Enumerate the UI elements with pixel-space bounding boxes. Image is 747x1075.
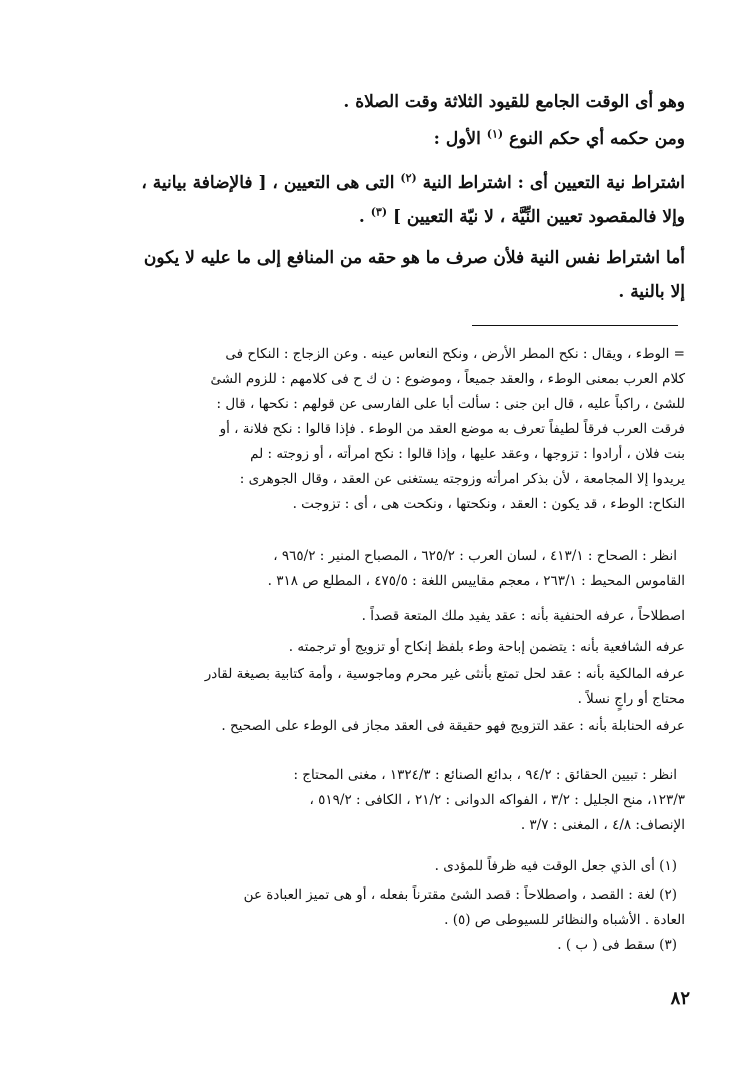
- footnote-line: بنت فلان ، أرادوا : تزوجها ، وعقد عليها ، وإذا قالوا : نكح امرأته ، أو زوجته : لم: [250, 446, 685, 462]
- main-text: التى هى التعيين ، [ فالإضافة بيانية ،: [141, 173, 395, 193]
- footnote-line: عرفه الشافعية بأنه : يتضمن إباحة وطء بلفظ إنكاح أو تزويج أو ترجمته .: [288, 639, 685, 655]
- footnote-ref: (٣): [370, 205, 388, 219]
- main-text: اشتراط نية التعيين أى : اشتراط النية: [422, 173, 685, 193]
- main-text: ومن حكمه أي حكم النوع: [509, 129, 685, 149]
- footnote-line: القاموس المحيط : ٢٦٣/١ ، معجم مقاييس اللغة : ٤٧٥/٥ ، المطلع ص ٣١٨ .: [267, 573, 685, 589]
- footnote-references-1: [67, 544, 685, 594]
- main-paragraph-4: [67, 241, 685, 309]
- footnote-line: محتاج أو راجٍ نسلاً .: [577, 691, 685, 707]
- footnote-line: عرفه الحنابلة بأنه : عقد التزويج فهو حقيقة فى العقد مجاز فى الوطء على الصحيح .: [221, 718, 685, 734]
- footnote-ref: (٢): [400, 171, 417, 185]
- footnote-note-2: (٢) لغة : القصد ، واصطلاحاً : قصد الشئ مقترناً بفعله ، أو هى تميز العبادة عن: [243, 887, 677, 903]
- footnote-line: ١٢٣/٣، منح الجليل : ٣/٢ ، الفواكه الدوانى : ٢١/٢ ، الكافى : ٥١٩/٢ ،: [309, 792, 685, 808]
- footnote-line: يريدوا إلا المجامعة ، لأن بذكر امرأته وزوجته يستغنى عن العقد ، وقال الجوهرى :: [239, 471, 685, 487]
- page-number: ٨٢: [670, 988, 690, 1009]
- footnote-line: انظر : الصحاح : ٤١٣/١ ، لسان العرب : ٦٢٥/٢ ، المصباح المنير : ٩٦٥/٢ ،: [273, 548, 677, 564]
- footnote-line: = الوطء ، ويقال : نكح المطر الأرض ، ونكح النعاس عينه . وعن الزجاج : النكاح فى: [225, 346, 685, 362]
- footnote-line: انظر : تبيين الحقائق : ٩٤/٢ ، بدائع الصنائع : ١٣٢٤/٣ ، مغنى المحتاج :: [293, 767, 677, 783]
- footnote-definitions: [67, 604, 685, 739]
- footnote-note-3: (٣) سقط فى ( ب ) .: [557, 937, 677, 953]
- footnote-line: فرقت العرب فرقاً لطيفاً تعرف به موضع العقد من الوطء . فإذا قالوا : نكح فلانة ، أو: [219, 421, 685, 437]
- main-text: الأول :: [433, 129, 481, 149]
- main-paragraph-2: [67, 122, 685, 156]
- footnote-notes: [67, 854, 685, 958]
- main-line: أما اشتراط نفس النية فلأن صرف ما هو حقه من المنافع إلى ما عليه لا يكون: [143, 248, 685, 268]
- footnote-continued: [67, 342, 685, 517]
- footnote-divider: [472, 325, 678, 326]
- main-line: [67, 166, 685, 200]
- main-text: وإلا فالمقصود تعيين النِّيَّة ، لا نيّة التعيين ]: [392, 207, 685, 227]
- main-line: وهو أى الوقت الجامع للقيود الثلاثة وقت الصلاة .: [343, 92, 685, 112]
- footnote-line: اصطلاحاً ، عرفه الحنفية بأنه : عقد يفيد ملك المتعة قصداً .: [361, 608, 685, 624]
- main-paragraph-1: [67, 85, 685, 119]
- main-line: [67, 200, 685, 234]
- footnote-note-1: (١) أى الذي جعل الوقت فيه ظرفاً للمؤدى .: [434, 858, 677, 874]
- footnote-note-2-cont: العادة . الأشباه والنظائر للسيوطى ص (٥) .: [444, 912, 685, 928]
- footnote-line: الإنصاف: ٤/٨ ، المغنى : ٣/٧ .: [520, 817, 685, 833]
- footnote-line: كلام العرب بمعنى الوطء ، والعقد جميعاً ، وموضوع : ن ك ح فى كلامهم : للزوم الشئ: [210, 371, 685, 387]
- main-paragraph-3: [67, 166, 685, 234]
- footnote-line: عرفه المالكية بأنه : عقد لحل تمتع بأنثى غير محرم وماجوسية ، وأمة كتابية بصيغة لقادر: [204, 666, 685, 682]
- main-line: إلا بالنية .: [618, 282, 685, 302]
- main-text: .: [358, 207, 365, 227]
- footnote-references-2: [67, 763, 685, 838]
- footnote-line: النكاح: الوطء ، قد يكون : العقد ، ونكحتها ، ونكحت هى ، أى : تزوجت .: [292, 496, 685, 512]
- footnote-ref: (١): [486, 127, 504, 141]
- footnote-line: للشئ ، راكباً عليه ، قال ابن جنى : سألت أبا على الفارسى عن قولهم : نكحها ، قال :: [216, 396, 685, 412]
- main-line: [67, 122, 685, 156]
